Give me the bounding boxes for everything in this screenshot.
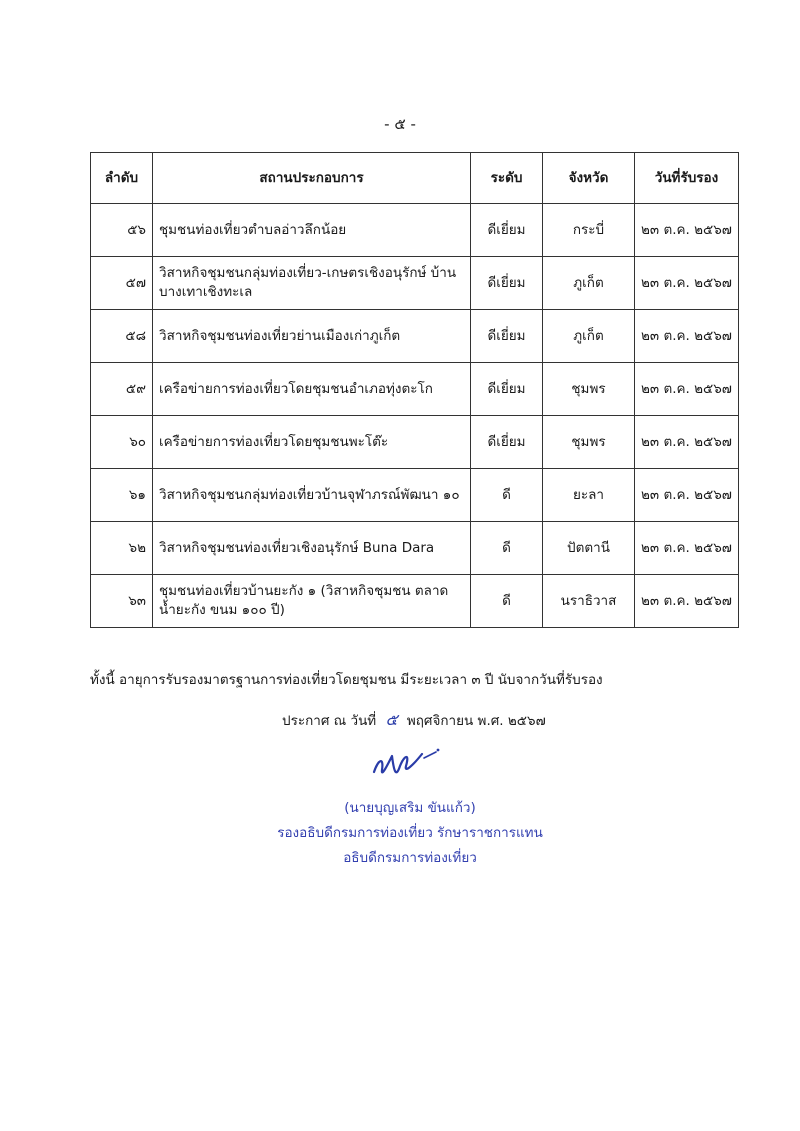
row-number: ๕๙ — [91, 363, 153, 416]
establishment-name: ชุมชนท่องเที่ยวบ้านยะกัง ๑ (วิสาหกิจชุมชน ตลาดน้ำยะกัง ขนม ๑๐๐ ปี) — [153, 575, 471, 628]
header-level: ระดับ — [471, 153, 543, 204]
province: ปัตตานี — [543, 522, 635, 575]
signatory-position: รองอธิบดีกรมการท่องเที่ยว รักษาราชการแทน — [277, 825, 543, 841]
announcement-day: ๕ — [385, 710, 398, 729]
certified-date: ๒๓ ต.ค. ๒๕๖๗ — [635, 522, 739, 575]
header-province: จังหวัด — [543, 153, 635, 204]
table-header-row — [91, 153, 739, 204]
table-row — [91, 575, 739, 628]
header-certified-date: วันที่รับรอง — [635, 153, 739, 204]
establishment-name: ชุมชนท่องเที่ยวตำบลอ่าวลึกน้อย — [153, 204, 471, 257]
province: ชุมพร — [543, 363, 635, 416]
row-number: ๖๓ — [91, 575, 153, 628]
establishment-name: วิสาหกิจชุมชนกลุ่มท่องเที่ยวบ้านจุฬาภรณ์พัฒนา ๑๐ — [153, 469, 471, 522]
table-row — [91, 310, 739, 363]
row-number: ๕๖ — [91, 204, 153, 257]
row-number: ๖๑ — [91, 469, 153, 522]
certification-level: ดีเยี่ยม — [471, 416, 543, 469]
province: ภูเก็ต — [543, 310, 635, 363]
signatory-name: (นายบุญเสริม ขันแก้ว) — [344, 800, 476, 816]
row-number: ๖๐ — [91, 416, 153, 469]
establishment-name: เครือข่ายการท่องเที่ยวโดยชุมชนพะโต๊ะ — [153, 416, 471, 469]
certified-date: ๒๓ ต.ค. ๒๕๖๗ — [635, 416, 739, 469]
header-order: ลำดับ — [91, 153, 153, 204]
table-row — [91, 204, 739, 257]
establishment-name: วิสาหกิจชุมชนท่องเที่ยวเชิงอนุรักษ์ Buna Dara — [153, 522, 471, 575]
signatory-block — [250, 796, 570, 871]
row-number: ๕๘ — [91, 310, 153, 363]
certification-table — [90, 152, 739, 628]
row-number: ๖๒ — [91, 522, 153, 575]
table-row — [91, 363, 739, 416]
certification-level: ดีเยี่ยม — [471, 257, 543, 310]
certification-level: ดีเยี่ยม — [471, 310, 543, 363]
certification-level: ดีเยี่ยม — [471, 204, 543, 257]
announcement-date-line — [282, 708, 742, 733]
certification-level: ดีเยี่ยม — [471, 363, 543, 416]
certified-date: ๒๓ ต.ค. ๒๕๖๗ — [635, 310, 739, 363]
announcement-prefix: ประกาศ ณ วันที่ — [282, 713, 377, 729]
page-number: - ๕ - — [384, 115, 416, 133]
header-establishment: สถานประกอบการ — [153, 153, 471, 204]
validity-note: ทั้งนี้ อายุการรับรองมาตรฐานการท่องเที่ยวโดยชุมชน มีระยะเวลา ๓ ปี นับจากวันที่รับรอง — [90, 672, 603, 688]
certification-level: ดี — [471, 522, 543, 575]
certified-date: ๒๓ ต.ค. ๒๕๖๗ — [635, 257, 739, 310]
table-row — [91, 416, 739, 469]
province: ยะลา — [543, 469, 635, 522]
establishment-name: วิสาหกิจชุมชนท่องเที่ยวย่านเมืองเก่าภูเก็ต — [153, 310, 471, 363]
row-number: ๕๗ — [91, 257, 153, 310]
establishment-name: เครือข่ายการท่องเที่ยวโดยชุมชนอำเภอทุ่งตะโก — [153, 363, 471, 416]
province: นราธิวาส — [543, 575, 635, 628]
signatory-position-line2: อธิบดีกรมการท่องเที่ยว — [343, 850, 477, 866]
establishment-name: วิสาหกิจชุมชนกลุ่มท่องเที่ยว-เกษตรเชิงอนุรักษ์ บ้านบางเทาเชิงทะเล — [153, 257, 471, 310]
province: ชุมพร — [543, 416, 635, 469]
certified-date: ๒๓ ต.ค. ๒๕๖๗ — [635, 575, 739, 628]
certification-level: ดี — [471, 575, 543, 628]
announcement-month-year: พฤศจิกายน พ.ศ. ๒๕๖๗ — [406, 713, 546, 729]
handwritten-signature — [366, 742, 446, 786]
province: กระบี่ — [543, 204, 635, 257]
table-row — [91, 257, 739, 310]
certification-level: ดี — [471, 469, 543, 522]
province: ภูเก็ต — [543, 257, 635, 310]
table-row — [91, 522, 739, 575]
table-row — [91, 469, 739, 522]
certified-date: ๒๓ ต.ค. ๒๕๖๗ — [635, 363, 739, 416]
certified-date: ๒๓ ต.ค. ๒๕๖๗ — [635, 469, 739, 522]
certified-date: ๒๓ ต.ค. ๒๕๖๗ — [635, 204, 739, 257]
